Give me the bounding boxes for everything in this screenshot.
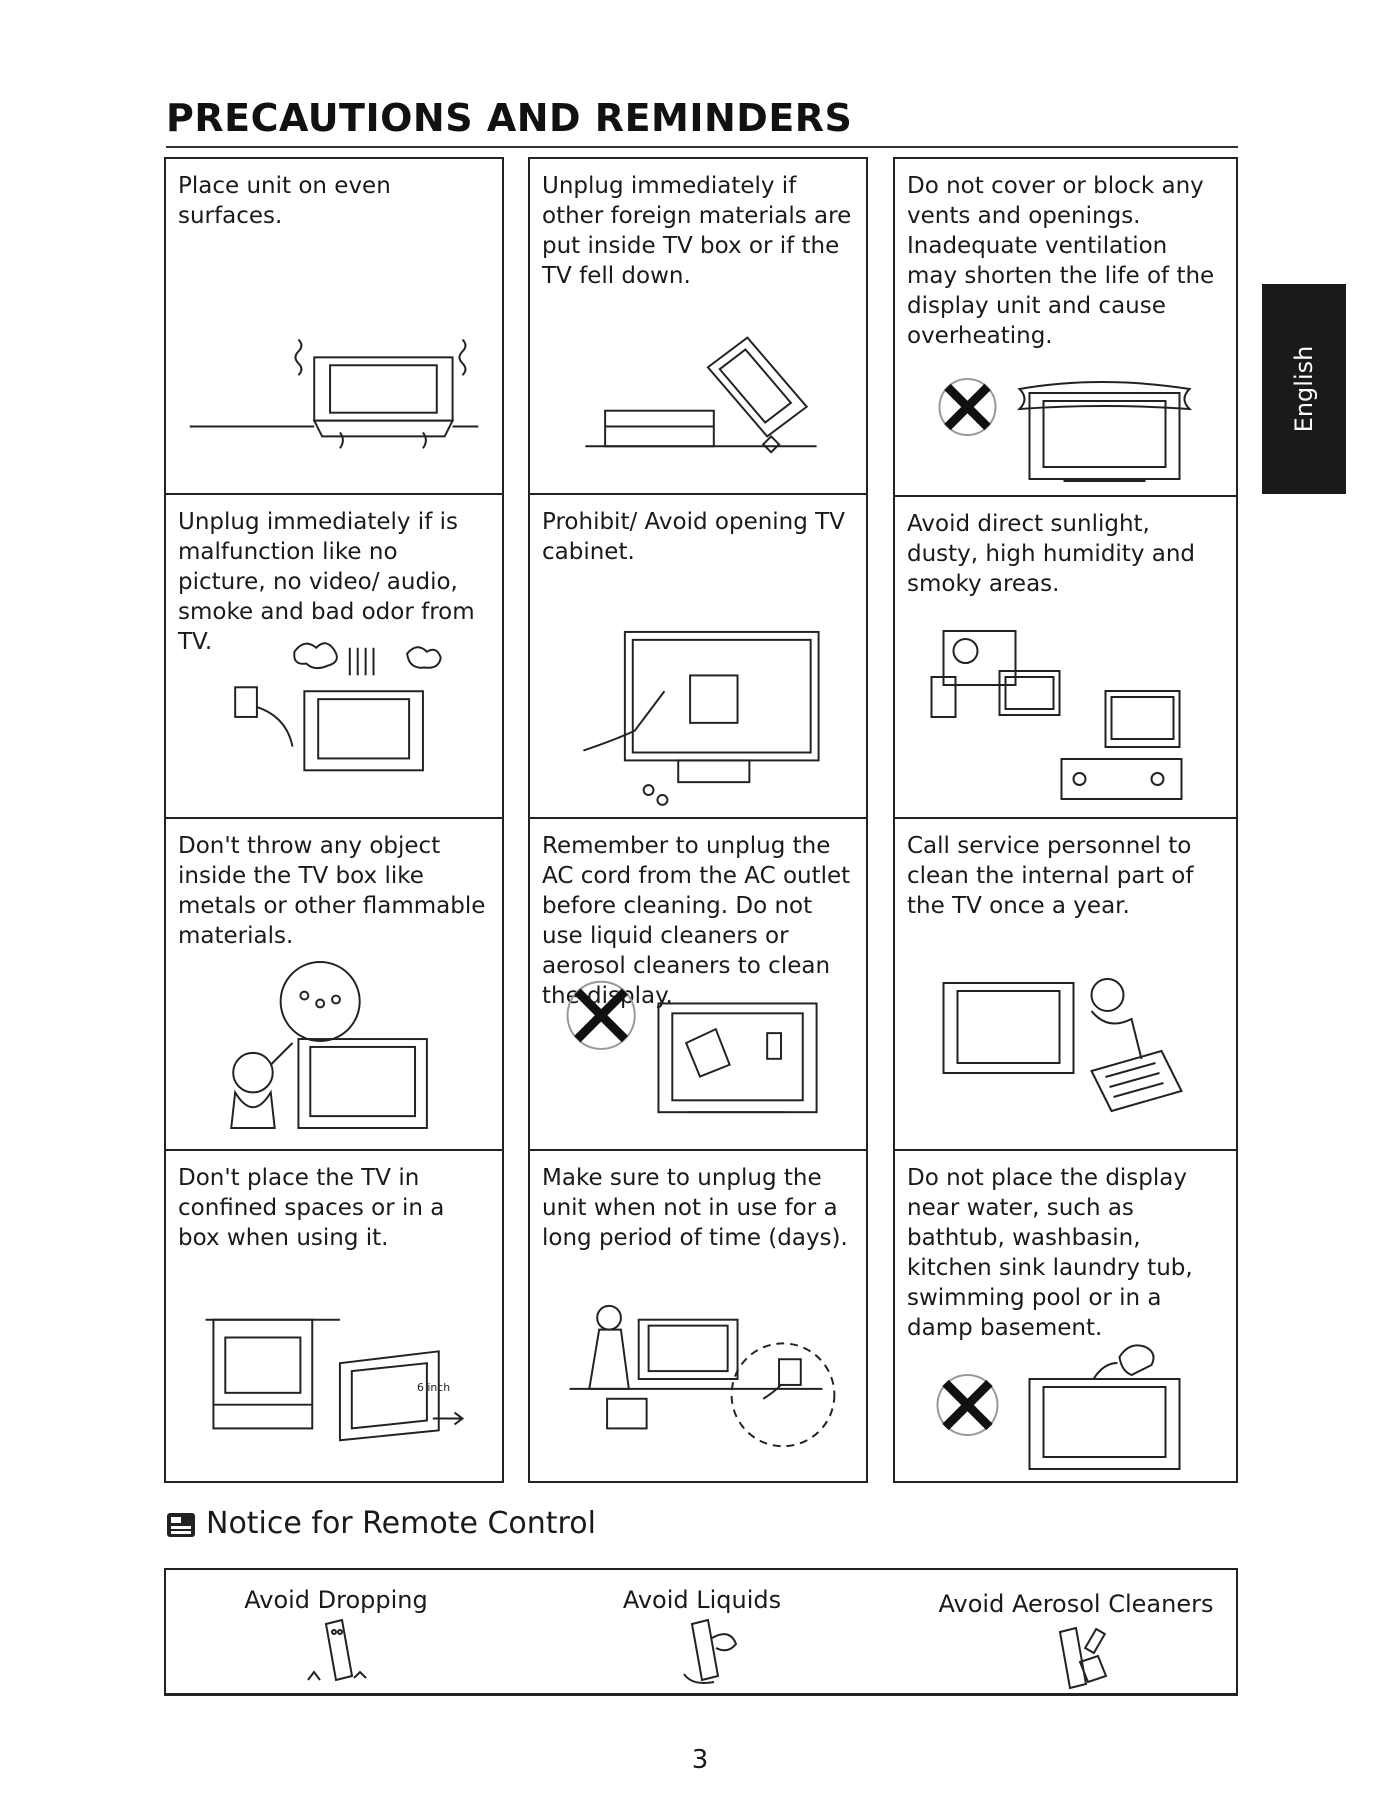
precaution-text: Don't place the TV in confined spaces or in a box when using it. <box>178 1165 445 1251</box>
precaution-text: Unplug immediately if is malfunction like no picture, no video/ audio, smoke and bad odor from TV. <box>178 509 475 655</box>
remote-notice-title: Notice for Remote Control <box>206 1506 596 1541</box>
remote-notice-label: Avoid Aerosol Cleaners <box>938 1590 1214 1618</box>
precaution-cell-throw-objects <box>166 817 502 1149</box>
precautions-column-2 <box>528 157 868 1483</box>
precaution-text: Call service personnel to clean the internal part of the TV once a year. <box>907 833 1194 919</box>
child-throwing-objects-illustration <box>166 943 502 1143</box>
tv-on-stand-illustration <box>166 287 502 487</box>
precaution-text: Remember to unplug the AC cord from the AC outlet before cleaning. Do not use liquid cleaners or aerosol cleaners to clean the display. <box>542 833 851 1009</box>
remote-aerosol-icon <box>1036 1622 1116 1694</box>
technician-cleaning-illustration <box>895 943 1236 1143</box>
remote-liquids-icon <box>662 1618 742 1690</box>
remote-notice-label: Avoid Liquids <box>622 1586 782 1614</box>
page-number: 3 <box>691 1745 709 1775</box>
precaution-text: Prohibit/ Avoid opening TV cabinet. <box>542 509 845 565</box>
page-title: PRECAUTIONS AND REMINDERS <box>166 96 1238 148</box>
precaution-text: Do not cover or block any vents and openings. Inadequate ventilation may shorten the life of the display unit and cause overheating. <box>907 173 1215 349</box>
precaution-text: Don't throw any object inside the TV box like metals or other flammable materials. <box>178 833 486 949</box>
precaution-cell-long-period-unplug <box>530 1149 866 1485</box>
no-liquid-cleaner-illustration <box>530 943 866 1143</box>
water-near-tv-illustration <box>895 1339 1236 1479</box>
precaution-cell-ventilation <box>895 159 1236 495</box>
precaution-text: Make sure to unplug the unit when not in use for a long period of time (days). <box>542 1165 848 1251</box>
remote-notice-icon <box>166 1509 196 1539</box>
tv-back-screwdriver-illustration <box>530 611 866 811</box>
remote-notice-aerosol <box>926 1570 1226 1694</box>
precaution-text: Do not place the display near water, such as bathtub, washbasin, kitchen sink laundry tub, swimming pool or in a damp basement. <box>907 1165 1193 1341</box>
precaution-text: Avoid direct sunlight, dusty, high humidity and smoky areas. <box>907 511 1196 597</box>
precautions-column-1 <box>164 157 504 1483</box>
remote-notice-label: Avoid Dropping <box>244 1586 428 1614</box>
remote-notice-dropping <box>206 1570 466 1694</box>
unplug-before-travel-illustration <box>530 1279 866 1479</box>
precaution-cell-malfunction <box>166 493 502 817</box>
sunlight-kitchen-illustration <box>895 611 1236 811</box>
precaution-cell-foreign-materials <box>530 159 866 493</box>
clearance-label: 6 inch <box>417 1380 451 1394</box>
remote-dropping-icon <box>296 1618 376 1690</box>
precaution-cell-opening-cabinet <box>530 493 866 817</box>
unplug-smoking-tv-illustration <box>166 611 502 811</box>
remote-notice-liquids <box>572 1570 832 1694</box>
precautions-grid <box>164 157 1238 1483</box>
language-tab[interactable] <box>1262 284 1346 494</box>
tv-falling-illustration <box>530 287 866 487</box>
precaution-cell-confined-space <box>166 1149 502 1485</box>
precaution-cell-sunlight-dust <box>895 495 1236 817</box>
precaution-cell-even-surface <box>166 159 502 493</box>
remote-notice-header <box>166 1506 596 1541</box>
precaution-cell-water <box>895 1149 1236 1485</box>
precaution-cell-cleaning <box>530 817 866 1149</box>
language-tab-label: English <box>1290 345 1318 433</box>
remote-control-notices <box>164 1568 1238 1696</box>
precaution-text: Unplug immediately if other foreign materials are put inside TV box or if the TV fell down. <box>542 173 852 289</box>
precaution-text: Place unit on even surfaces. <box>178 173 391 229</box>
tv-in-cabinet-illustration <box>166 1279 502 1479</box>
covered-tv-illustration <box>895 369 1236 489</box>
precaution-cell-service-personnel <box>895 817 1236 1149</box>
precautions-column-3 <box>893 157 1238 1483</box>
